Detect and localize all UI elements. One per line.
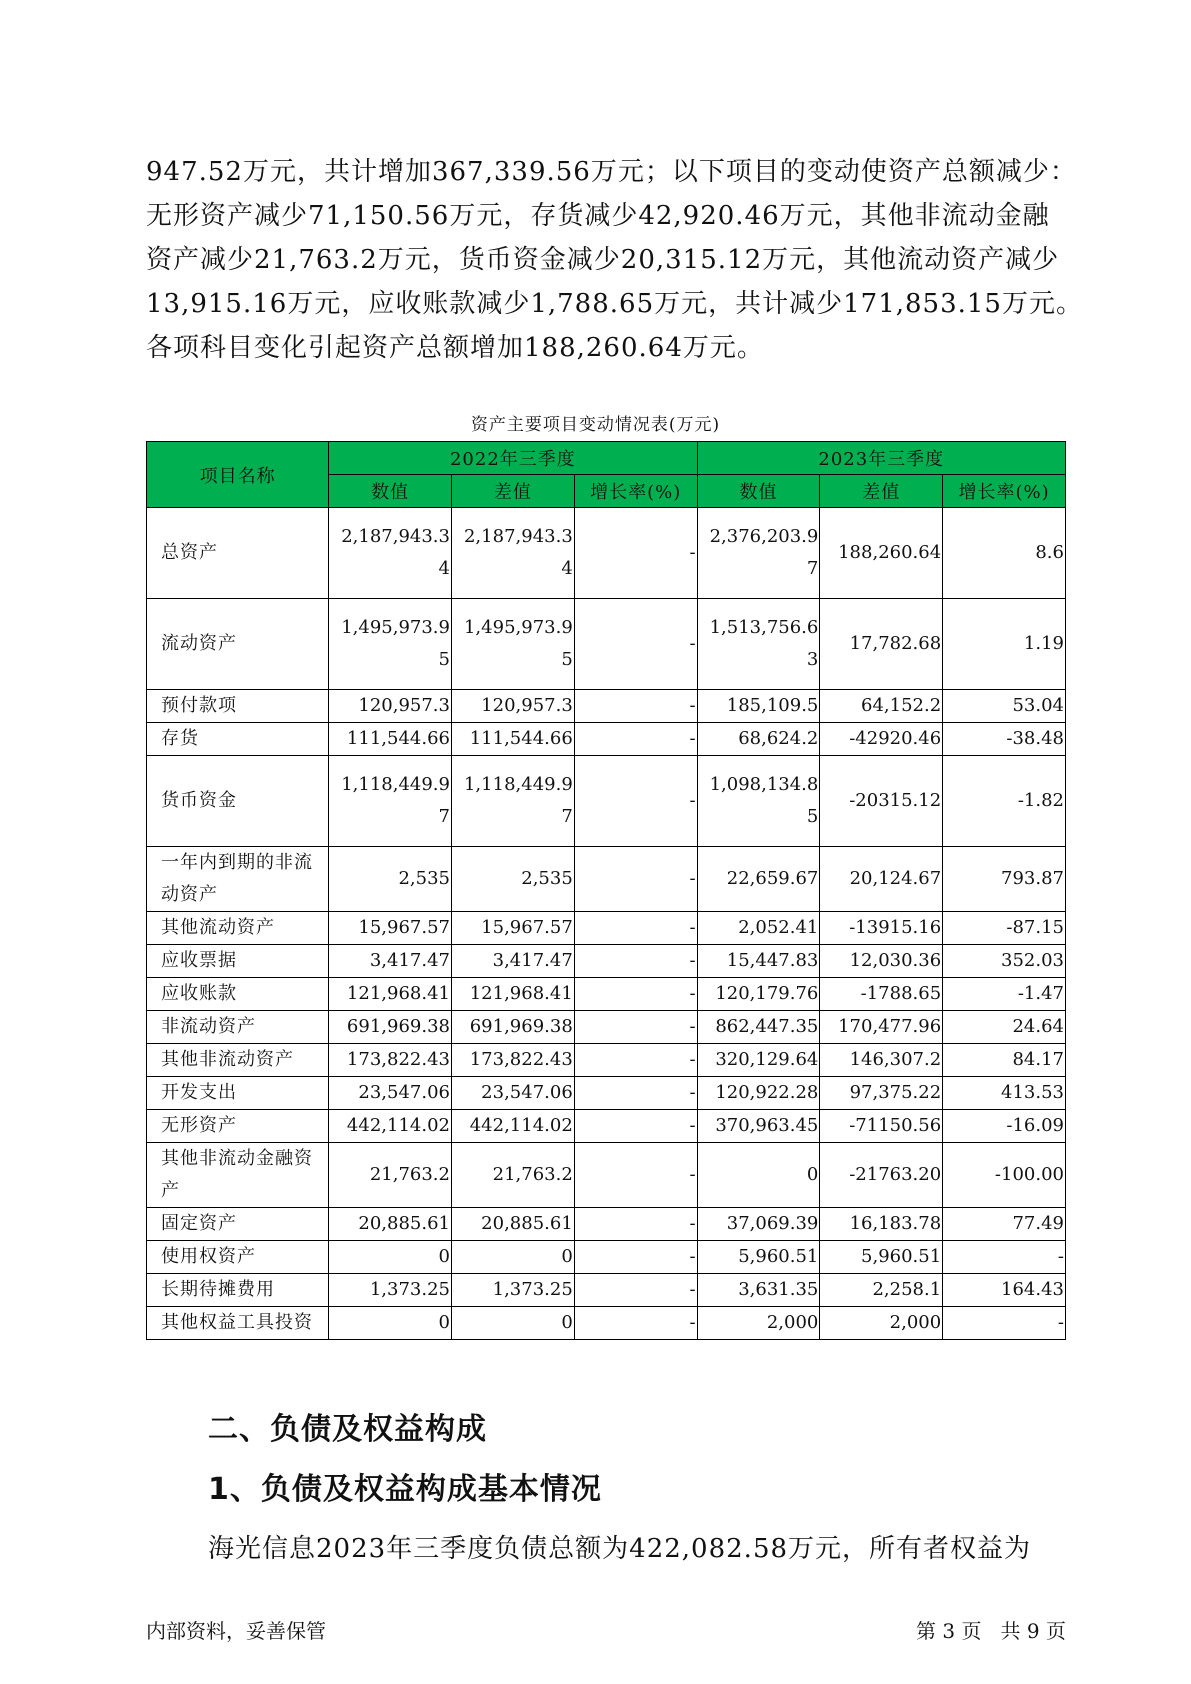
cell-v2: 120,179.76 <box>697 978 820 1011</box>
liabilities-paragraph: 海光信息2023年三季度负债总额为422,082.58万元，所有者权益为 <box>208 1534 1032 1564</box>
cell-v1: 442,114.02 <box>329 1110 452 1143</box>
cell-g2: 793.87 <box>943 847 1066 912</box>
row-label: 使用权资产 <box>147 1241 329 1274</box>
cell-v2: 15,447.83 <box>697 945 820 978</box>
cell-v2: 3,631.35 <box>697 1274 820 1307</box>
cell-g1: - <box>574 1307 697 1340</box>
cell-g2: -1.47 <box>943 978 1066 1011</box>
cell-d1: 691,969.38 <box>451 1011 574 1044</box>
table-row <box>147 1044 1066 1077</box>
table-row <box>147 1143 1066 1208</box>
row-label: 总资产 <box>147 508 329 599</box>
cell-d1: 20,885.61 <box>451 1208 574 1241</box>
cell-d2: 2,000 <box>820 1307 943 1340</box>
cell-v2: 2,376,203.97 <box>697 508 820 599</box>
header-growth: 增长率(%) <box>574 475 697 508</box>
cell-d2: 188,260.64 <box>820 508 943 599</box>
cell-d2: 170,477.96 <box>820 1011 943 1044</box>
cell-d1: 21,763.2 <box>451 1143 574 1208</box>
cell-v1: 120,957.3 <box>329 690 452 723</box>
cell-g1: - <box>574 599 697 690</box>
row-label: 预付款项 <box>147 690 329 723</box>
table-row <box>147 1274 1066 1307</box>
cell-g1: - <box>574 1274 697 1307</box>
cell-g1: - <box>574 1011 697 1044</box>
cell-d2: 97,375.22 <box>820 1077 943 1110</box>
table-row <box>147 756 1066 847</box>
asset-change-table <box>146 441 1066 1340</box>
cell-d1: 442,114.02 <box>451 1110 574 1143</box>
cell-g1: - <box>574 847 697 912</box>
paragraph-line: 各项科目变化引起资产总额增加188,260.64万元。 <box>146 333 764 363</box>
row-label: 固定资产 <box>147 1208 329 1241</box>
cell-g2: -1.82 <box>943 756 1066 847</box>
cell-g2: 352.03 <box>943 945 1066 978</box>
cell-v2: 2,052.41 <box>697 912 820 945</box>
table-row <box>147 1077 1066 1110</box>
row-label: 开发支出 <box>147 1077 329 1110</box>
cell-d2: 146,307.2 <box>820 1044 943 1077</box>
cell-v1: 1,495,973.95 <box>329 599 452 690</box>
cell-g2: -38.48 <box>943 723 1066 756</box>
header-diff: 差值 <box>451 475 574 508</box>
row-label: 货币资金 <box>147 756 329 847</box>
cell-g1: - <box>574 508 697 599</box>
header-period-2022: 2022年三季度 <box>329 442 697 475</box>
cell-v2: 1,513,756.63 <box>697 599 820 690</box>
cell-g2: - <box>943 1307 1066 1340</box>
cell-v1: 121,968.41 <box>329 978 452 1011</box>
cell-d2: 64,152.2 <box>820 690 943 723</box>
header-period-2023: 2023年三季度 <box>697 442 1065 475</box>
cell-v1: 111,544.66 <box>329 723 452 756</box>
cell-g1: - <box>574 912 697 945</box>
table-row <box>147 945 1066 978</box>
cell-d2: 5,960.51 <box>820 1241 943 1274</box>
cell-g1: - <box>574 978 697 1011</box>
footer-page-number: 第 3 页 共 9 页 <box>916 1619 1066 1643</box>
row-label: 其他流动资产 <box>147 912 329 945</box>
cell-g2: -16.09 <box>943 1110 1066 1143</box>
row-label: 非流动资产 <box>147 1011 329 1044</box>
cell-v2: 37,069.39 <box>697 1208 820 1241</box>
cell-d1: 23,547.06 <box>451 1077 574 1110</box>
cell-d2: 17,782.68 <box>820 599 943 690</box>
table-row <box>147 1011 1066 1044</box>
cell-d1: 2,187,943.34 <box>451 508 574 599</box>
header-item-name: 项目名称 <box>147 442 329 508</box>
cell-v1: 0 <box>329 1241 452 1274</box>
table-row <box>147 599 1066 690</box>
cell-v2: 1,098,134.85 <box>697 756 820 847</box>
cell-d2: -21763.20 <box>820 1143 943 1208</box>
cell-g2: 24.64 <box>943 1011 1066 1044</box>
table-row <box>147 723 1066 756</box>
cell-v1: 21,763.2 <box>329 1143 452 1208</box>
cell-d2: 2,258.1 <box>820 1274 943 1307</box>
cell-v2: 370,963.45 <box>697 1110 820 1143</box>
cell-v1: 1,373.25 <box>329 1274 452 1307</box>
cell-d1: 15,967.57 <box>451 912 574 945</box>
row-label: 其他非流动金融资产 <box>147 1143 329 1208</box>
cell-d1: 173,822.43 <box>451 1044 574 1077</box>
cell-d1: 1,495,973.95 <box>451 599 574 690</box>
row-label: 流动资产 <box>147 599 329 690</box>
intro-paragraph <box>146 150 1083 370</box>
cell-d2: -1788.65 <box>820 978 943 1011</box>
cell-g2: 53.04 <box>943 690 1066 723</box>
cell-v2: 320,129.64 <box>697 1044 820 1077</box>
cell-v1: 3,417.47 <box>329 945 452 978</box>
cell-d2: -42920.46 <box>820 723 943 756</box>
row-label: 无形资产 <box>147 1110 329 1143</box>
cell-v1: 691,969.38 <box>329 1011 452 1044</box>
cell-g2: - <box>943 1241 1066 1274</box>
cell-d1: 111,544.66 <box>451 723 574 756</box>
header-value: 数值 <box>697 475 820 508</box>
header-diff: 差值 <box>820 475 943 508</box>
footer-confidential-note: 内部资料，妥善保管 <box>146 1619 326 1643</box>
table-body <box>147 508 1066 1340</box>
cell-v2: 2,000 <box>697 1307 820 1340</box>
row-label: 其他非流动资产 <box>147 1044 329 1077</box>
cell-d1: 121,968.41 <box>451 978 574 1011</box>
cell-g1: - <box>574 945 697 978</box>
row-label: 应收账款 <box>147 978 329 1011</box>
row-label: 其他权益工具投资 <box>147 1307 329 1340</box>
cell-g2: 413.53 <box>943 1077 1066 1110</box>
cell-v1: 23,547.06 <box>329 1077 452 1110</box>
table-row <box>147 1110 1066 1143</box>
cell-g1: - <box>574 690 697 723</box>
section-heading: 二、负债及权益构成 <box>208 1412 487 1447</box>
cell-g1: - <box>574 1044 697 1077</box>
cell-d2: 20,124.67 <box>820 847 943 912</box>
row-label: 长期待摊费用 <box>147 1274 329 1307</box>
table-title: 资产主要项目变动情况表(万元) <box>470 415 721 435</box>
cell-v2: 0 <box>697 1143 820 1208</box>
cell-g2: 84.17 <box>943 1044 1066 1077</box>
table-row <box>147 690 1066 723</box>
paragraph-line: 无形资产减少71,150.56万元，存货减少42,920.46万元，其他非流动金融 <box>146 201 1050 231</box>
cell-d1: 0 <box>451 1307 574 1340</box>
cell-g1: - <box>574 1110 697 1143</box>
row-label: 一年内到期的非流动资产 <box>147 847 329 912</box>
cell-d1: 120,957.3 <box>451 690 574 723</box>
table-row <box>147 508 1066 599</box>
cell-d1: 1,373.25 <box>451 1274 574 1307</box>
cell-v1: 0 <box>329 1307 452 1340</box>
cell-v2: 185,109.5 <box>697 690 820 723</box>
cell-g1: - <box>574 756 697 847</box>
cell-g2: 1.19 <box>943 599 1066 690</box>
cell-v2: 68,624.2 <box>697 723 820 756</box>
table-row <box>147 1307 1066 1340</box>
cell-g2: -87.15 <box>943 912 1066 945</box>
cell-d2: 16,183.78 <box>820 1208 943 1241</box>
cell-g1: - <box>574 1143 697 1208</box>
cell-d2: -71150.56 <box>820 1110 943 1143</box>
cell-d1: 3,417.47 <box>451 945 574 978</box>
cell-v1: 20,885.61 <box>329 1208 452 1241</box>
cell-v1: 173,822.43 <box>329 1044 452 1077</box>
cell-g2: 77.49 <box>943 1208 1066 1241</box>
cell-d2: -13915.16 <box>820 912 943 945</box>
cell-d2: 12,030.36 <box>820 945 943 978</box>
cell-g2: 8.6 <box>943 508 1066 599</box>
row-label: 存货 <box>147 723 329 756</box>
cell-g1: - <box>574 1241 697 1274</box>
table-row <box>147 912 1066 945</box>
row-label: 应收票据 <box>147 945 329 978</box>
cell-v2: 862,447.35 <box>697 1011 820 1044</box>
paragraph-line: 947.52万元，共计增加367,339.56万元；以下项目的变动使资产总额减少： <box>146 157 1077 187</box>
cell-v2: 5,960.51 <box>697 1241 820 1274</box>
cell-d2: -20315.12 <box>820 756 943 847</box>
cell-v2: 120,922.28 <box>697 1077 820 1110</box>
paragraph-line: 13,915.16万元，应收账款减少1,788.65万元，共计减少171,853.15万元。 <box>146 289 1083 319</box>
cell-v1: 2,535 <box>329 847 452 912</box>
cell-v1: 2,187,943.34 <box>329 508 452 599</box>
cell-v1: 15,967.57 <box>329 912 452 945</box>
subsection-heading: 1、负债及权益构成基本情况 <box>208 1472 602 1507</box>
cell-d1: 0 <box>451 1241 574 1274</box>
table-row <box>147 847 1066 912</box>
table-row <box>147 1208 1066 1241</box>
header-growth: 增长率(%) <box>943 475 1066 508</box>
cell-d1: 2,535 <box>451 847 574 912</box>
cell-g1: - <box>574 723 697 756</box>
cell-d1: 1,118,449.97 <box>451 756 574 847</box>
cell-g1: - <box>574 1077 697 1110</box>
cell-g2: -100.00 <box>943 1143 1066 1208</box>
header-value: 数值 <box>329 475 452 508</box>
paragraph-line: 资产减少21,763.2万元，货币资金减少20,315.12万元，其他流动资产减少 <box>146 245 1060 275</box>
table-row <box>147 1241 1066 1274</box>
cell-v1: 1,118,449.97 <box>329 756 452 847</box>
table-row <box>147 978 1066 1011</box>
cell-g2: 164.43 <box>943 1274 1066 1307</box>
cell-g1: - <box>574 1208 697 1241</box>
cell-v2: 22,659.67 <box>697 847 820 912</box>
